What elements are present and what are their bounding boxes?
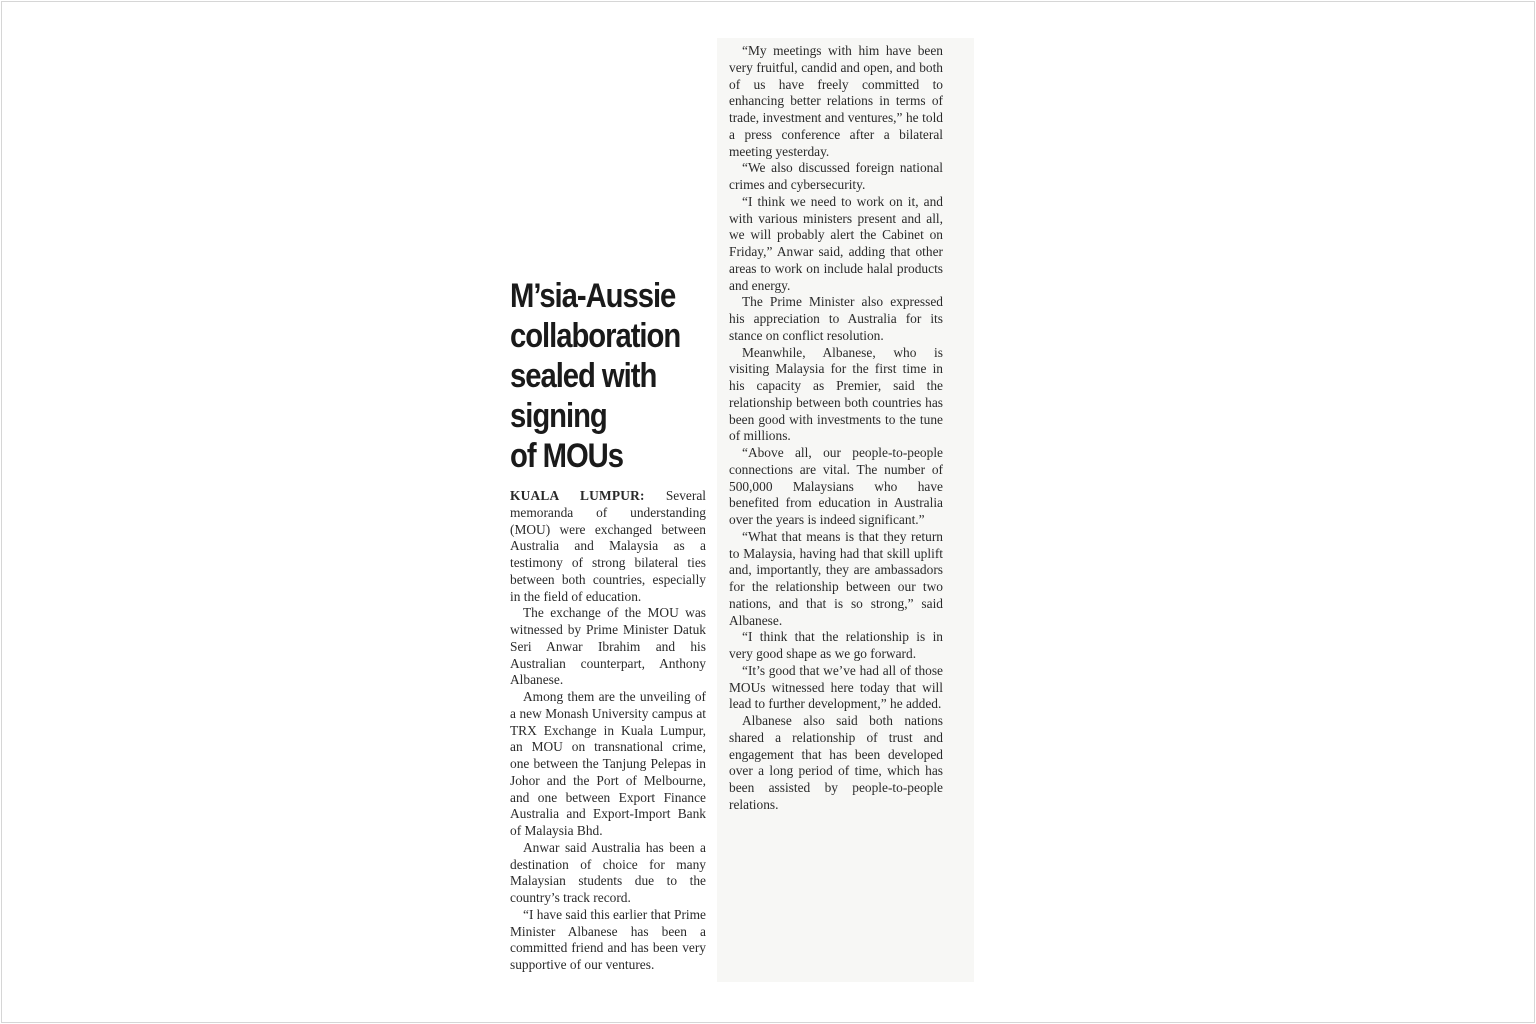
body-paragraph: “I think we need to work on it, and with various ministers present and all, we will probably alert the Cabinet on Friday,” Anwar said, adding that other areas to work on include halal products and energy. (729, 193, 943, 293)
body-paragraph: Albanese also said both nations shared a relationship of trust and engagement that has been developed over a long period of time, which has been assisted by people-to-people relations. (729, 713, 943, 812)
body-paragraph: “I have said this earlier that Prime Minister Albanese has been a committed friend and has been very supportive of our ventures. (510, 906, 706, 972)
headline-line: collaboration (510, 317, 681, 355)
lead-text: Several memoranda of understanding (MOU) were exchanged between Australia and Malaysia as a testimony of strong bilateral ties between both countries, especially in the field of education. (510, 488, 706, 604)
newspaper-clipping (498, 38, 974, 982)
lead-paragraph (510, 488, 706, 605)
body-paragraph: “Above all, our people-to-people connections are vital. The number of 500,000 Malaysians who have benefited from education in Australia over the years is indeed significant.” (729, 445, 943, 527)
dateline: KUALA LUMPUR: (510, 488, 645, 503)
headline (510, 276, 686, 476)
headline-line: of MOUs (510, 437, 623, 475)
body-paragraph: “My meetings with him have been very fruitful, candid and open, and both of us have freely committed to enhancing better relations in terms of trade, investment and ventures,” he told a press conference after a bilateral meeting yesterday. (729, 43, 943, 159)
body-paragraph: Anwar said Australia has been a destination of choice for many Malaysian students due to the country’s track record. (510, 839, 706, 905)
body-paragraph: “What that means is that they return to Malaysia, having had that skill uplift and, importantly, they are ambassadors for the relationship between our two nations, and that is so strong,” said Albanese. (729, 528, 943, 628)
body-paragraph: Meanwhile, Albanese, who is visiting Malaysia for the first time in his capacity as Premier, said the relationship between both countries has been good with investments to the tune of millions. (729, 344, 943, 444)
page-frame (1, 1, 1535, 1023)
body-paragraph: “We also discussed foreign national crimes and cybersecurity. (729, 160, 943, 192)
body-paragraph: The Prime Minister also expressed his appreciation to Australia for its stance on conflict resolution. (729, 294, 943, 343)
right-column (717, 38, 974, 982)
headline-line: signing (510, 397, 607, 435)
left-column (498, 38, 717, 982)
headline-line: sealed with (510, 357, 657, 395)
body-paragraph: The exchange of the MOU was witnessed by Prime Minister Datuk Seri Anwar Ibrahim and his Australian counterpart, Anthony Albanese. (510, 605, 706, 688)
right-column-body (729, 43, 943, 814)
body-paragraph: Among them are the unveiling of a new Monash University campus at TRX Exchange in Kuala Lumpur, an MOU on transnational crime, one between the Tanjung Pelepas in Johor and the Port of Melbourne, and one between Export Finance Australia and Export-Import Bank of Malaysia Bhd. (510, 689, 706, 838)
left-column-body (510, 488, 706, 974)
body-paragraph: “I think that the relationship is in very good shape as we go forward. (729, 629, 943, 661)
body-paragraph: “It’s good that we’ve had all of those MOUs witnessed here today that will lead to further development,” he added. (729, 662, 943, 712)
headline-line: M’sia-Aussie (510, 277, 676, 315)
